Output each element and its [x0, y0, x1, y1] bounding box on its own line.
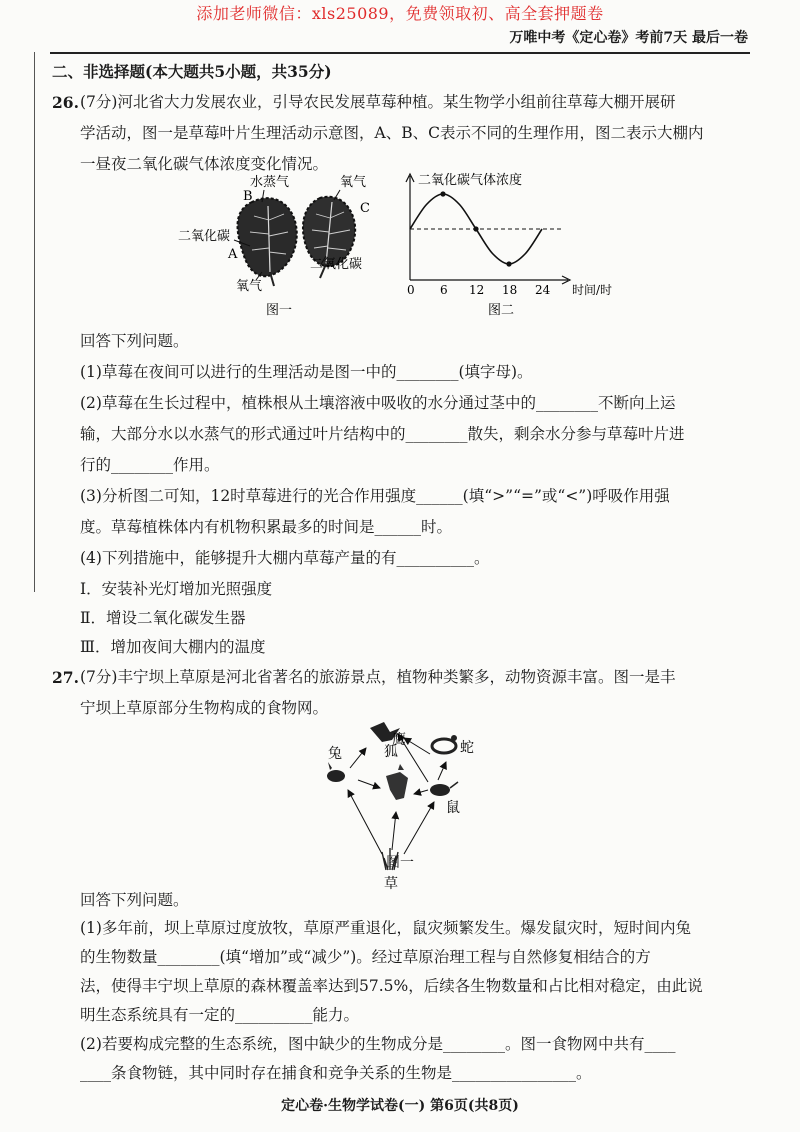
promo-banner: 添加老师微信：xls25089，免费领取初、高全套押题卷 [196, 4, 604, 23]
fig1-caption: 图一 [266, 303, 293, 318]
label-grass: 草 [384, 876, 398, 892]
label-fox: 狐 [384, 744, 398, 760]
data-point-18 [506, 261, 511, 266]
co2-chart [396, 168, 636, 318]
label-mouse: 鼠 [446, 800, 460, 816]
x-axis-label: 时间/时 [572, 283, 613, 297]
arrow-snake-eagle [404, 738, 430, 754]
q26-option-1: Ⅰ．安装补光灯增加光照强度 [80, 580, 273, 598]
q26-number: 26. [52, 93, 79, 112]
arrow-rabbit-eagle [350, 748, 366, 768]
arrow-grass-mouse [404, 802, 434, 854]
q27-intro-line-2: 宁坝上草原部分生物构成的食物网。 [80, 699, 329, 717]
q27-line-4: 明生态系统具有一定的__________能力。 [80, 1006, 360, 1024]
arrow-grass-fox [392, 812, 396, 850]
fox-icon [386, 764, 408, 800]
mouse-icon [430, 782, 458, 796]
q26-intro-line-2: 学活动，图一是草莓叶片生理活动示意图，A、B、C表示不同的生理作用，图二表示大棚内 [80, 124, 704, 142]
x-tick-label: 24 [535, 283, 551, 297]
q26-line-5: (3)分析图二可知，12时草莓进行的光合作用强度______(填“>”“=”或“<”)呼吸作用强 [80, 487, 670, 505]
q27-line-5: (2)若要构成完整的生态系统，图中缺少的生物成分是________。图一食物网中共有____ [80, 1035, 676, 1053]
q27-line-1: (1)多年前，坝上草原过度放牧，草原严重退化，鼠灾频繁发生。爆发鼠灾时，短时间内兔 [80, 919, 691, 937]
q27-answer-prompt: 回答下列问题。 [80, 891, 189, 909]
q26-option-3: Ⅲ．增加夜间大棚内的温度 [80, 638, 266, 656]
data-point-6 [440, 191, 445, 196]
arrow-mouse-fox [414, 790, 428, 794]
q26-line-7: (4)下列措施中，能够提升大棚内草莓产量的有__________。 [80, 549, 490, 567]
q27-line-2: 的生物数量________(填“增加”或“减少”)。经过草原治理工程与自然修复相结合的方 [80, 948, 651, 966]
q26-line-4: 行的________作用。 [80, 456, 220, 474]
label-oxygen-bottom: 氧气 [236, 279, 263, 294]
q26-line-3: 输，大部分水以水蒸气的形式通过叶片结构中的________散失，剩余水分参与草莓叶片进 [80, 425, 685, 443]
label-water-vapor: 水蒸气 [250, 175, 290, 190]
section-title: 二、非选择题(本大题共5小题，共35分) [52, 62, 332, 81]
margin-rule [34, 52, 35, 592]
arrow-rabbit-fox [358, 780, 380, 788]
q26-line-6: 度。草莓植株体内有机物积累最多的时间是______时。 [80, 518, 453, 536]
q27-intro-line-1: (7分)丰宁坝上草原是河北省著名的旅游景点，植物种类繁多，动物资源丰富。图一是丰 [80, 668, 676, 686]
arrow-grass-rabbit [348, 790, 382, 854]
q26-answer-prompt: 回答下列问题。 [80, 332, 189, 350]
rabbit-icon [327, 762, 345, 782]
arrow-mouse-snake [438, 762, 446, 780]
q27-line-3: 法，使得丰宁坝上草原的森林覆盖率达到57.5%，后续各生物数量和占比相对稳定，由此说 [80, 977, 703, 995]
leaf-diagram [170, 168, 390, 318]
label-a: A [228, 247, 238, 262]
snake-icon [432, 735, 457, 753]
q26-intro-line-3: 一昼夜二氧化碳气体浓度变化情况。 [80, 155, 329, 173]
label-co2-left: 二氧化碳 [178, 229, 231, 244]
label-snake: 蛇 [460, 740, 474, 756]
q26-option-2: Ⅱ．增设二氧化碳发生器 [80, 609, 246, 627]
page-footer: 定心卷·生物学试卷(一) 第6页(共8页) [281, 1098, 519, 1114]
x-tick-label: 0 [407, 283, 415, 297]
q26-line-2: (2)草莓在生长过程中，植株根从土壤溶液中吸收的水分通过茎中的________不断向上运 [80, 394, 676, 412]
q27-line-6: ____条食物链，其中同时存在捕食和竞争关系的生物是________________。 [80, 1064, 592, 1082]
chart-title: 二氧化碳气体浓度 [418, 173, 523, 188]
left-leaf [238, 198, 297, 286]
q26-intro-line-1: (7分)河北省大力发展农业，引导农民发展草莓种植。某生物学小组前往草莓大棚开展研 [80, 93, 676, 111]
q27-number: 27. [52, 668, 79, 687]
label-rabbit: 兔 [328, 746, 342, 762]
header-rule [50, 52, 750, 54]
label-co2-right: 二氧化碳 [310, 257, 363, 272]
fig2-caption: 图二 [488, 303, 515, 318]
x-tick-label: 18 [502, 283, 518, 297]
label-c: C [360, 201, 370, 216]
page-header: 万唯中考《定心卷》考前7天 最后一卷 [509, 30, 748, 46]
x-tick-label: 6 [440, 283, 448, 297]
label-oxygen-top: 氧气 [340, 175, 367, 190]
q26-line-1: (1)草莓在夜间可以进行的生理活动是图一中的________(填字母)。 [80, 363, 533, 381]
label-eagle: 鹰 [392, 732, 406, 748]
foodweb-caption: 图一 [386, 855, 414, 871]
data-point-12 [473, 226, 478, 231]
label-b: B [243, 189, 253, 204]
x-tick-label: 12 [469, 283, 485, 297]
